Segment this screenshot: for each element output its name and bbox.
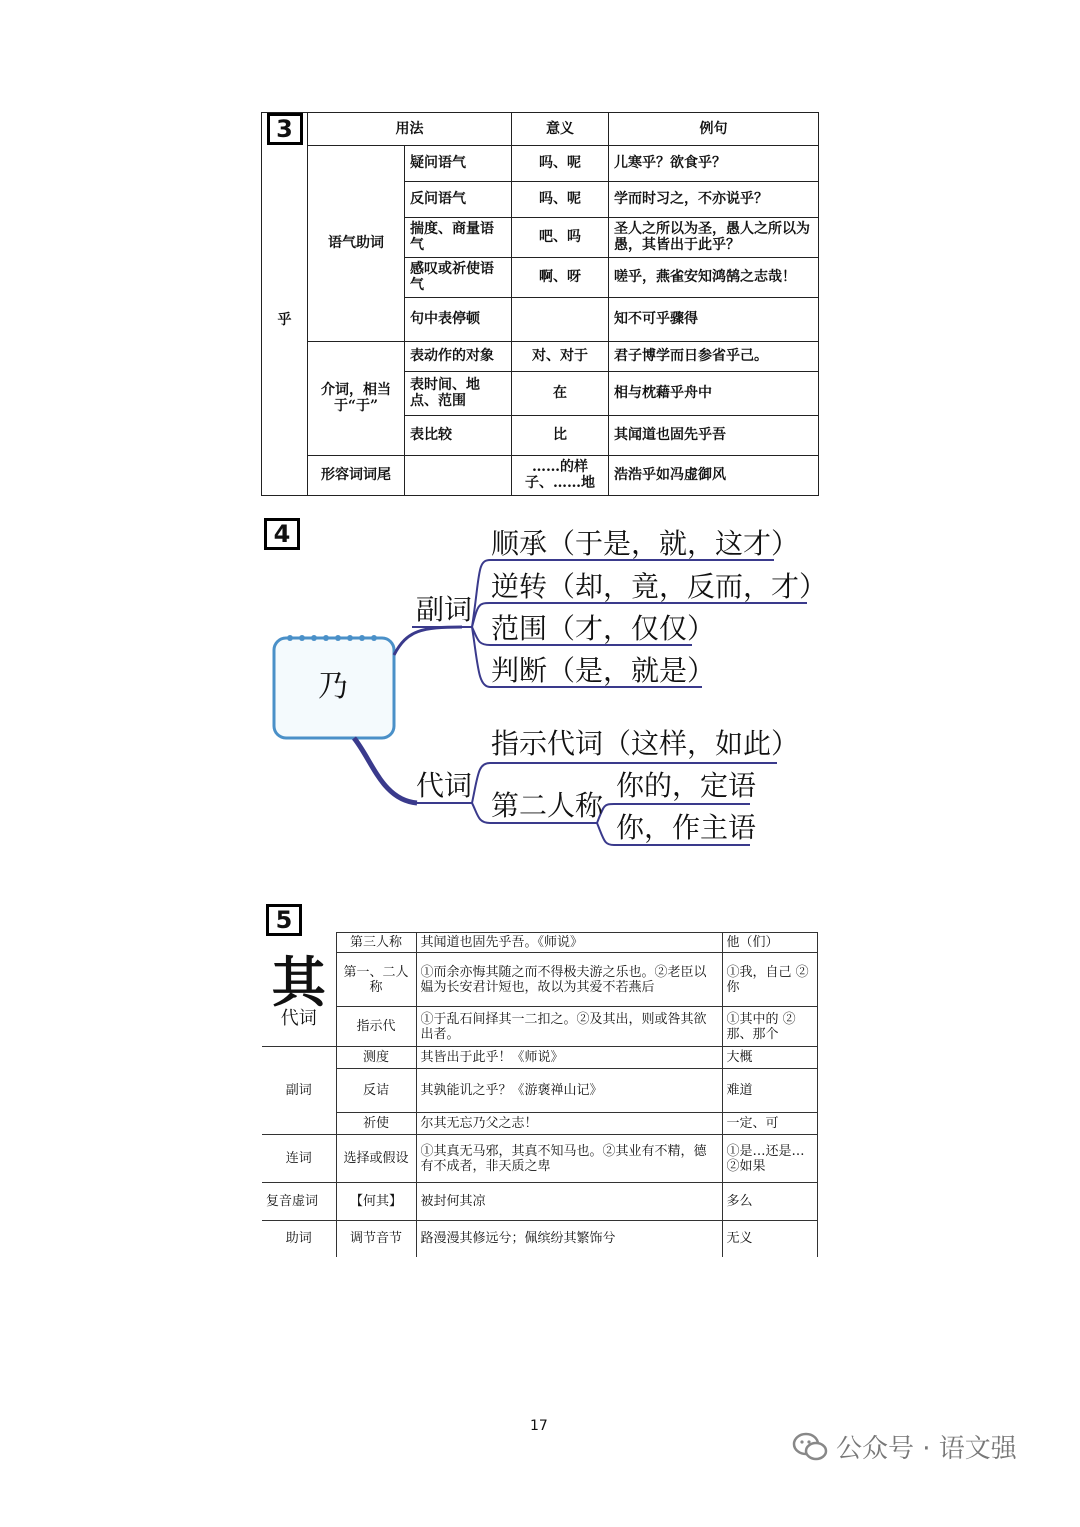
type-cell: 测度 — [336, 1047, 416, 1069]
category-cell: 副词 — [262, 1047, 336, 1135]
section-badge-wrap — [264, 518, 300, 550]
character-qi-cell — [262, 933, 336, 1047]
example-cell: 其孰能讥之乎？《游褒禅山记》 — [416, 1069, 722, 1113]
section-badge-wrap — [262, 904, 818, 932]
adverb-item: 逆转（却，竟，反而，才） — [491, 570, 828, 603]
example-cell: 君子博学而日参省乎己。 — [609, 341, 819, 371]
usage-cell: 表比较 — [405, 415, 512, 455]
category-cell: 助词 — [262, 1221, 336, 1257]
type-cell: 反诘 — [336, 1069, 416, 1113]
section-badge: 3 — [267, 113, 303, 145]
usage-cell: 句中表停顿 — [405, 297, 512, 341]
pronoun-item: 第二人称 — [491, 789, 604, 822]
example-cell: 其皆出于此乎！《师说》 — [416, 1047, 722, 1069]
usage-cell: 感叹或祈使语气 — [405, 257, 512, 297]
example-cell: 儿寒乎？欲食乎？ — [609, 145, 819, 181]
group-name: 介词，相当于“于” — [308, 341, 405, 455]
meaning-cell — [512, 297, 609, 341]
example-cell: ①其真无马邪，其真不知马也。②其业有不精，德有不成者，非天质之卑 — [416, 1135, 722, 1183]
usage-cell: 反问语气 — [405, 181, 512, 217]
section-4-mindmap — [262, 515, 828, 855]
example-cell: 圣人之所以为圣，愚人之所以为愚，其皆出于此乎？ — [609, 217, 819, 257]
meaning-cell: 他（们） — [722, 933, 817, 953]
section-badge: 4 — [264, 518, 300, 550]
type-cell: 【何其】 — [336, 1183, 416, 1221]
example-cell: 浩浩乎如冯虚御风 — [609, 455, 819, 495]
example-cell: ①于乱石间择其一二扣之。②及其出，则或咎其欲出者。 — [416, 1007, 722, 1047]
section-badge: 5 — [266, 904, 302, 936]
meaning-cell: 比 — [512, 415, 609, 455]
header-usage: 用法 — [308, 113, 512, 146]
type-cell: 选择或假设 — [336, 1135, 416, 1183]
character-qi-pos: 代词 — [280, 1007, 317, 1029]
branch-adverb-label: 副词 — [416, 593, 473, 626]
category-cell: 连词 — [262, 1135, 336, 1183]
watermark — [792, 1428, 1017, 1465]
usage-cell: 疑问语气 — [405, 145, 512, 181]
branch-pronoun-label: 代词 — [416, 769, 473, 802]
adverb-item: 判断（是，就是） — [491, 654, 716, 687]
header-example: 例句 — [609, 113, 819, 146]
meaning-cell: ……的样子、……地 — [512, 455, 609, 495]
usage-cell: 揣度、商量语气 — [405, 217, 512, 257]
section-3-table — [261, 112, 818, 493]
meaning-cell: 吗、呢 — [512, 145, 609, 181]
wechat-icon — [792, 1432, 828, 1462]
meaning-cell: ①是…还是… ②如果 — [722, 1135, 817, 1183]
example-cell: 知不可乎骤得 — [609, 297, 819, 341]
example-cell: 学而时习之，不亦说乎？ — [609, 181, 819, 217]
meaning-cell: 吧、吗 — [512, 217, 609, 257]
usage-cell — [405, 455, 512, 495]
meaning-cell: ①其中的 ②那、那个 — [722, 1007, 817, 1047]
meaning-cell: 吗、呢 — [512, 181, 609, 217]
category-cell: 复音虚词 — [262, 1183, 336, 1221]
pronoun-item: 指示代词（这样，如此） — [491, 727, 800, 760]
meaning-cell: 大概 — [722, 1047, 817, 1069]
group-name: 语气助词 — [308, 145, 405, 341]
example-cell: 其闻道也固先乎吾。《师说》 — [416, 933, 722, 953]
group-name: 形容词词尾 — [308, 455, 405, 495]
type-cell: 祈使 — [336, 1113, 416, 1135]
meaning-cell: 多么 — [722, 1183, 817, 1221]
page-number: 17 — [530, 1418, 548, 1434]
type-cell: 第一、二人称 — [336, 953, 416, 1007]
meaning-cell: ①我，自己 ②你 — [722, 953, 817, 1007]
example-cell: 尔其无忘乃父之志！ — [416, 1113, 722, 1135]
meaning-cell: 啊、呀 — [512, 257, 609, 297]
type-cell: 调节音节 — [336, 1221, 416, 1257]
meaning-cell: 难道 — [722, 1069, 817, 1113]
example-cell: 被封何其凉 — [416, 1183, 722, 1221]
example-cell: 嗟乎，燕雀安知鸿鹄之志哉！ — [609, 257, 819, 297]
meaning-cell: 无义 — [722, 1221, 817, 1257]
character-hu: 乎 — [262, 145, 308, 495]
type-cell: 指示代 — [336, 1007, 416, 1047]
usage-cell: 表时间、地点、范围 — [405, 371, 512, 415]
pronoun-sub-item: 你，作主语 — [616, 811, 757, 844]
adverb-item: 范围（才，仅仅） — [491, 612, 716, 645]
usage-cell: 表动作的对象 — [405, 341, 512, 371]
section-3-badge-cell — [262, 113, 308, 146]
meaning-cell: 对、对于 — [512, 341, 609, 371]
meaning-cell: 一定、可 — [722, 1113, 817, 1135]
watermark-text: 公众号 · 语文强 — [836, 1434, 1017, 1464]
header-meaning: 意义 — [512, 113, 609, 146]
example-cell: 相与枕藉乎舟中 — [609, 371, 819, 415]
center-node-label: 乃 — [318, 669, 348, 704]
character-qi: 其 — [271, 949, 326, 1014]
section-5-table — [262, 904, 818, 1264]
meaning-cell: 在 — [512, 371, 609, 415]
pronoun-sub-item: 你的，定语 — [616, 769, 757, 802]
example-cell: ①而余亦悔其随之而不得极夫游之乐也。②老臣以媪为长安君计短也，故以为其爱不若燕后 — [416, 953, 722, 1007]
adverb-item: 顺承（于是，就，这才） — [491, 527, 800, 560]
type-cell: 第三人称 — [336, 933, 416, 953]
example-cell: 其闻道也固先乎吾 — [609, 415, 819, 455]
example-cell: 路漫漫其修远兮；佩缤纷其繁饰兮 — [416, 1221, 722, 1257]
